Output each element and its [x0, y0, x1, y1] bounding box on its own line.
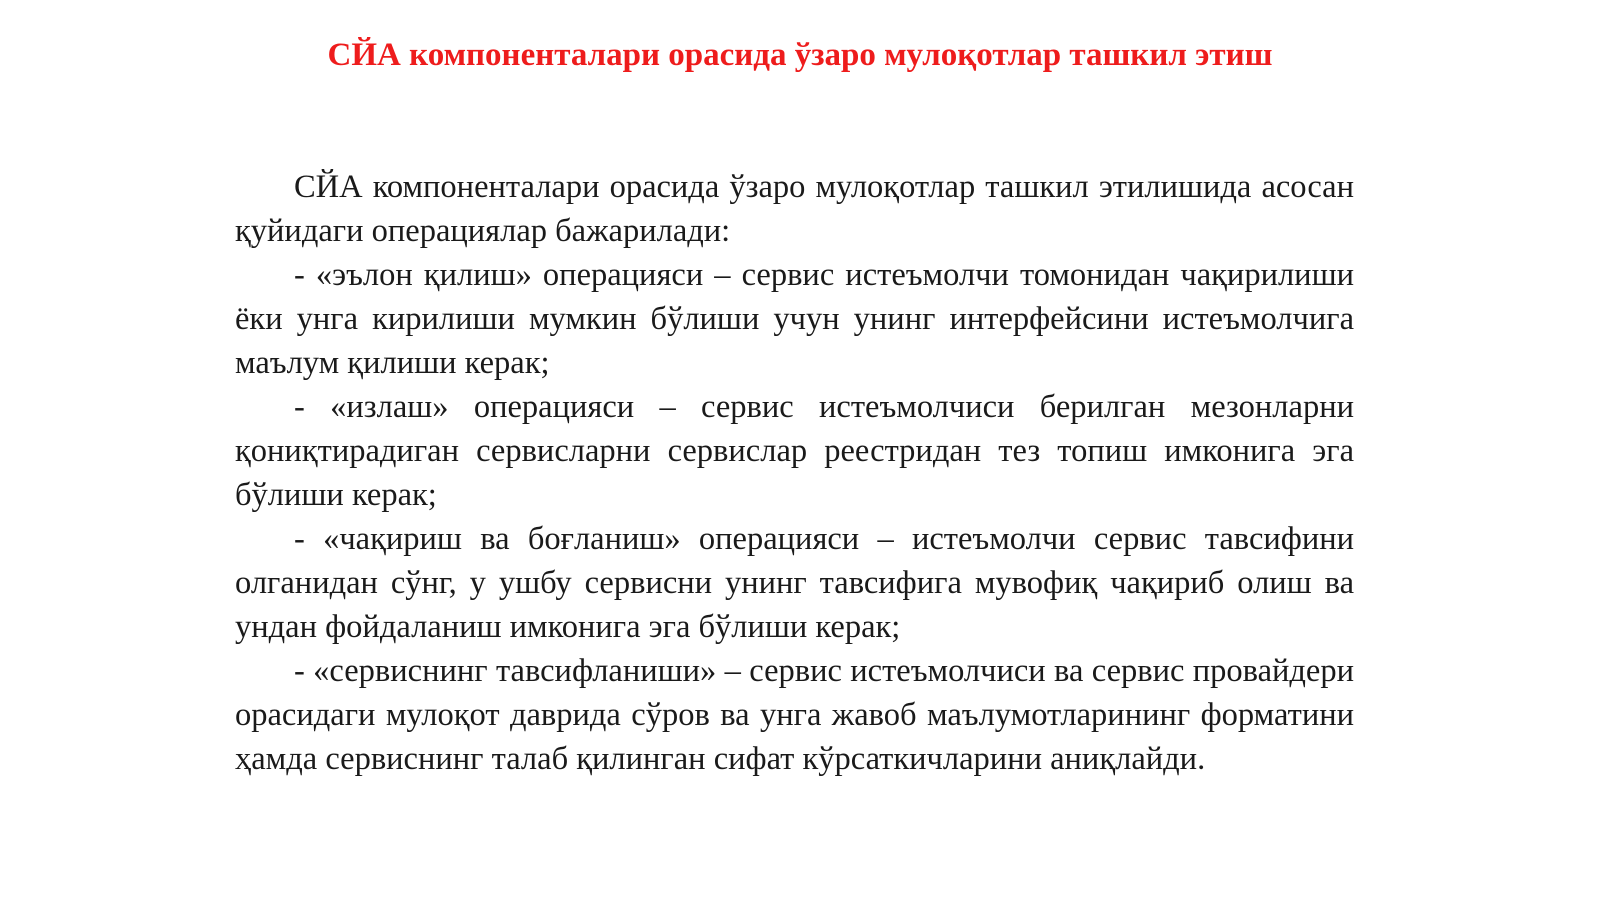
list-item-search: - «излаш» операцияси – сервис истеъмолчиси берилган мезонларни қониқтирадиган сервисларни сервислар реестридан тез топиш имконига эга бўлиши керак; — [235, 389, 1354, 513]
list-item-announce: - «эълон қилиш» операцияси – сервис истеъмолчи томонидан чақирилиши ёки унга кирилиши мумкин бўлиши учун унинг интерфейсини истеъмолчига маълум қилиши керак; — [235, 257, 1354, 381]
slide-body — [235, 165, 1354, 781]
list-item-invoke-bind: - «чақириш ва боғланиш» операцияси – истеъмолчи сервис тавсифини олганидан сўнг, у ушбу сервисни унинг тавсифига мувофиқ чақириб олиш ва ундан фойдаланиш имконига эга бўлиши керак; — [235, 521, 1354, 645]
list-item-service-description: - «сервиснинг тавсифланиши» – сервис истеъмолчиси ва сервис провайдери орасидаги мулоқот даврида сўров ва унга жавоб маълумотларининг форматини ҳамда сервиснинг талаб қилинган сифат кўрсаткичларини аниқлайди. — [235, 653, 1354, 777]
intro-paragraph: СЙА компоненталари орасида ўзаро мулоқотлар ташкил этилишида асосан қуйидаги операциялар бажарилади: — [235, 169, 1354, 249]
slide-title: СЙА компоненталари орасида ўзаро мулоқотлар ташкил этиш — [327, 37, 1273, 73]
